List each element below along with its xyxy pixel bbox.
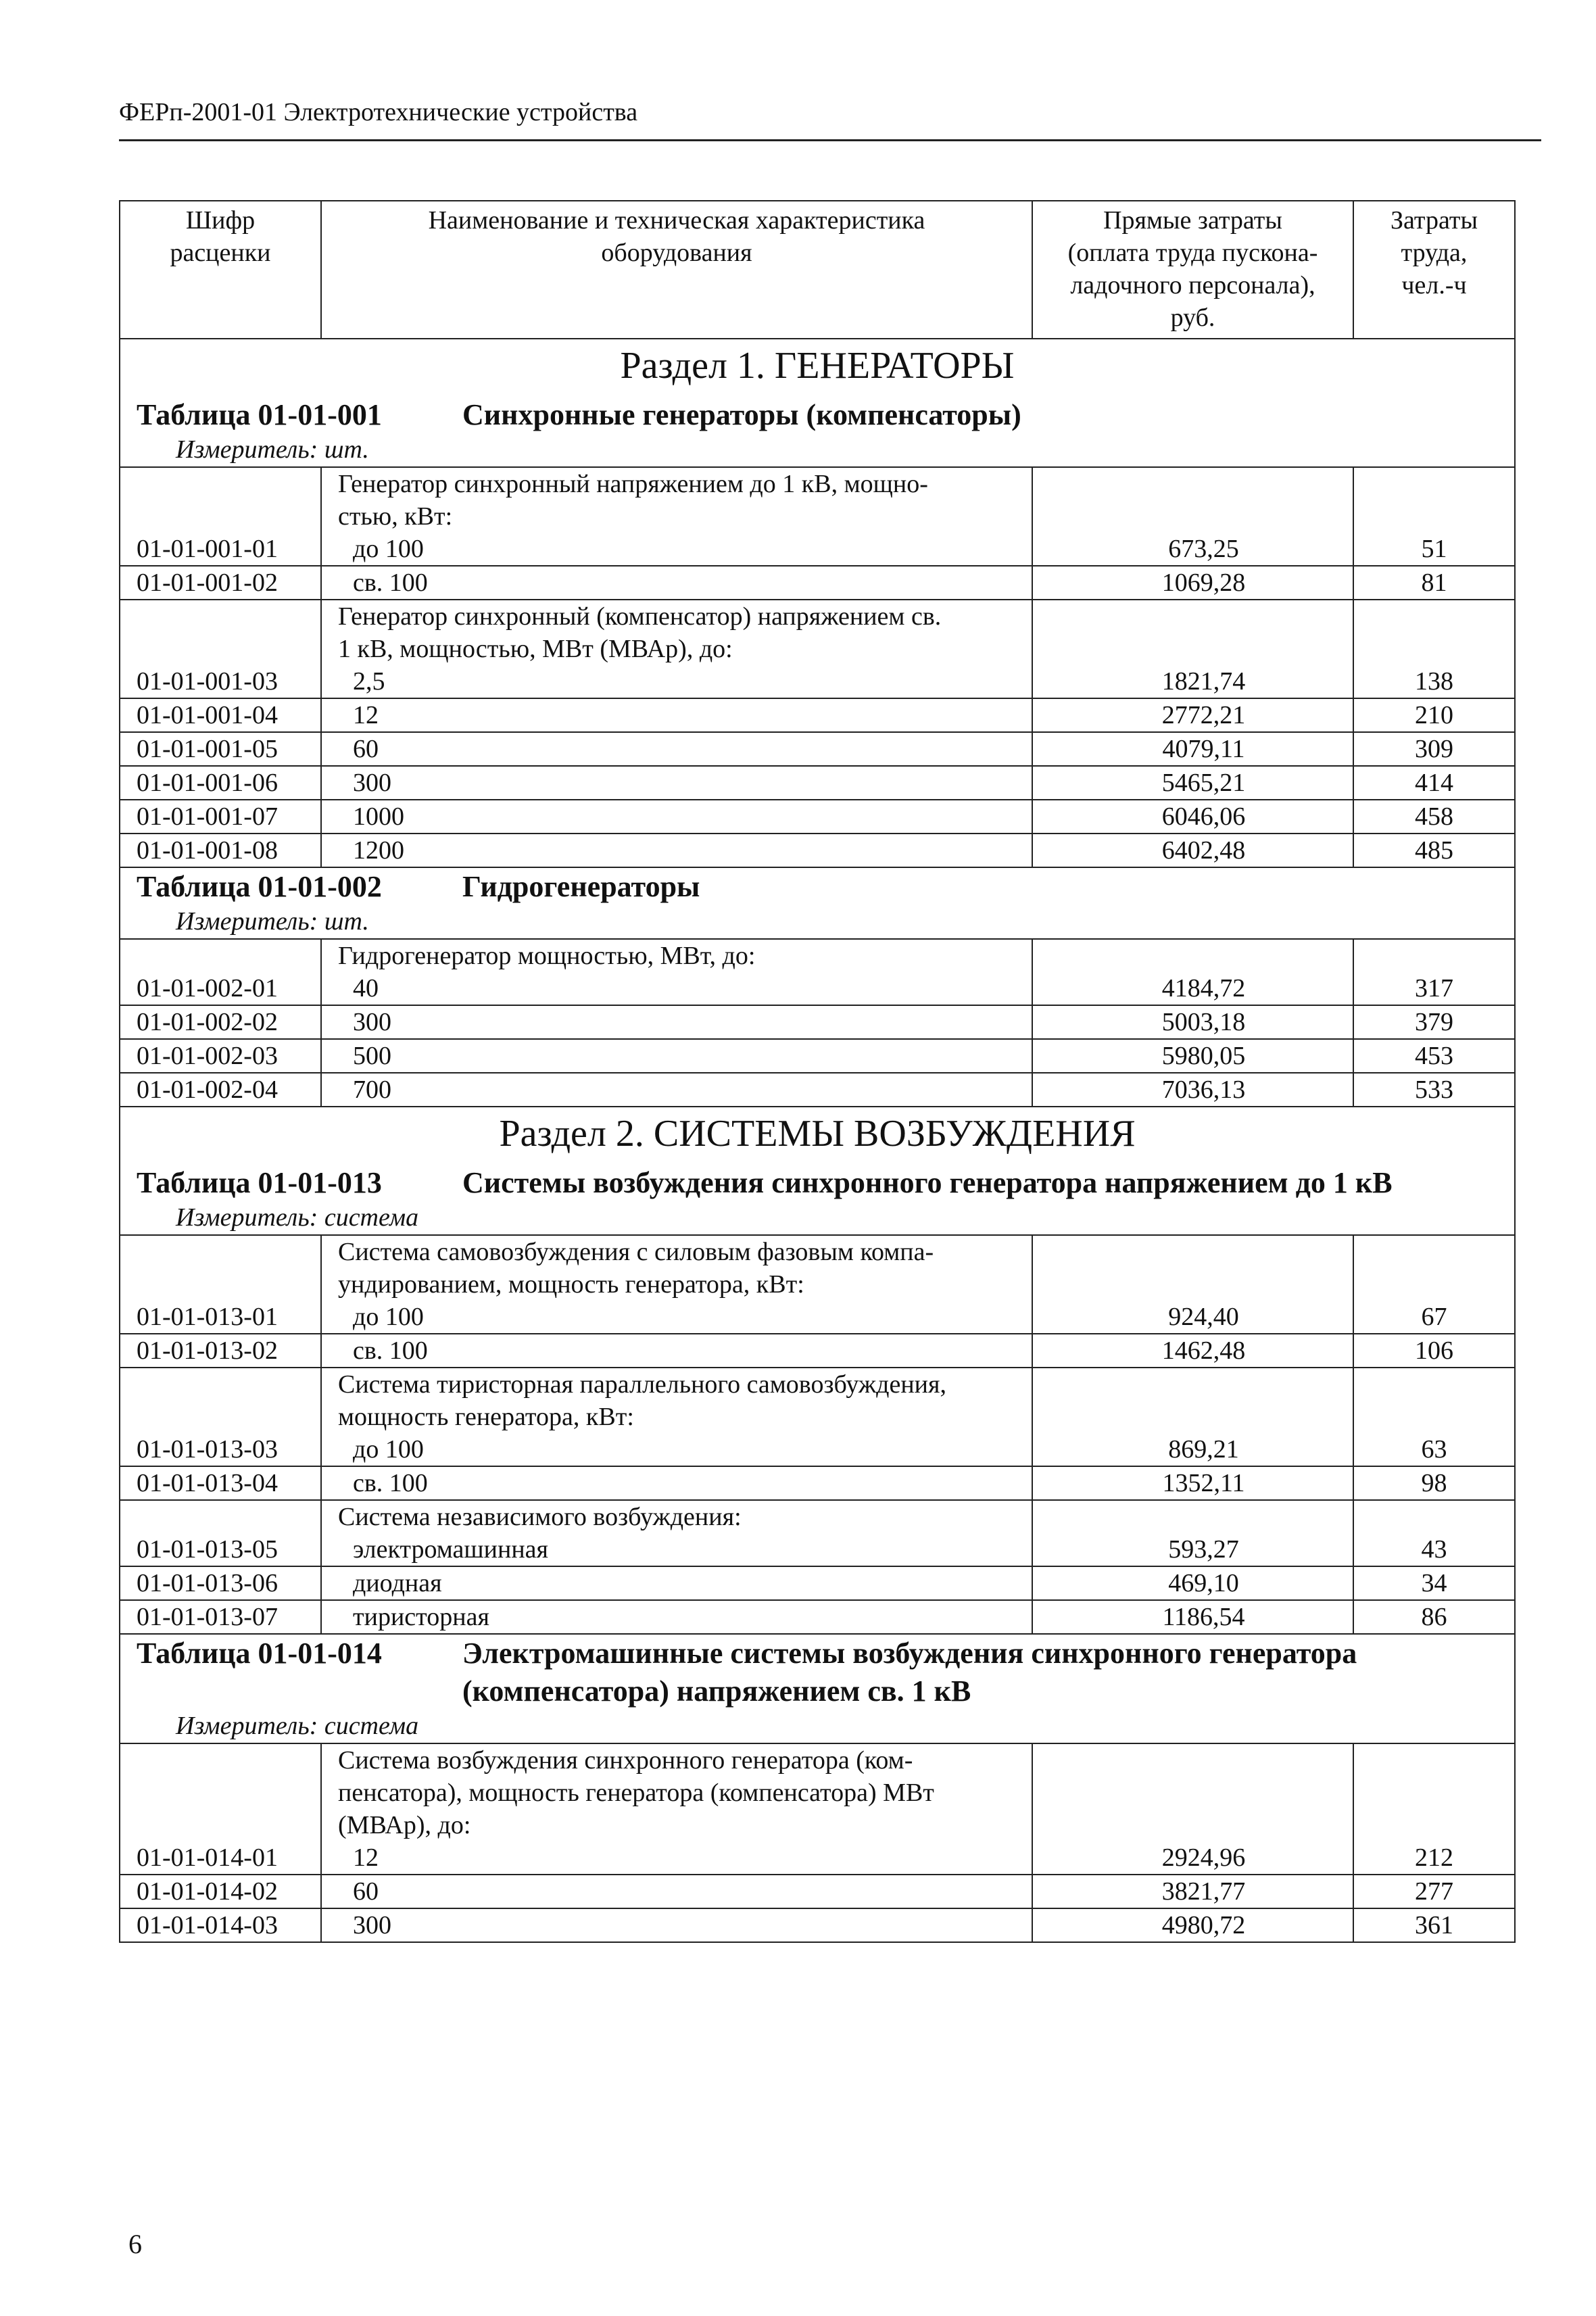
labor-cost: 458 <box>1353 800 1515 834</box>
labor-cost: 81 <box>1353 566 1515 600</box>
labor-cost: 138 <box>1353 600 1515 698</box>
direct-cost: 1821,74 <box>1032 600 1353 698</box>
labor-cost: 86 <box>1353 1600 1515 1634</box>
labor-cost: 379 <box>1353 1005 1515 1039</box>
unit-label: Измеритель: <box>176 907 318 936</box>
direct-cost: 469,10 <box>1032 1566 1353 1600</box>
group-description: (МВАр), до: <box>338 1811 471 1839</box>
table-row <box>120 1875 1515 1908</box>
equipment-parameter: до 100 <box>353 1303 424 1331</box>
direct-cost: 1462,48 <box>1032 1334 1353 1368</box>
equipment-name <box>321 1368 1032 1466</box>
rate-code: 01-01-013-04 <box>120 1466 321 1500</box>
unit-label: Измеритель: <box>176 1203 318 1232</box>
table-row <box>120 1235 1515 1334</box>
rate-code: 01-01-013-07 <box>120 1600 321 1634</box>
direct-cost: 673,25 <box>1032 467 1353 566</box>
unit-line <box>120 1202 1514 1234</box>
rate-code: 01-01-013-02 <box>120 1334 321 1368</box>
equipment-name <box>321 600 1032 698</box>
unit-value: система <box>324 1712 419 1740</box>
group-description: ундированием, мощность генератора, кВт: <box>338 1270 804 1299</box>
rate-code: 01-01-013-01 <box>120 1235 321 1334</box>
rate-code: 01-01-014-01 <box>120 1743 321 1875</box>
labor-cost: 453 <box>1353 1039 1515 1073</box>
direct-cost: 869,21 <box>1032 1368 1353 1466</box>
direct-cost: 593,27 <box>1032 1500 1353 1566</box>
table-name: Синхронные генераторы (компенсаторы) <box>462 398 1021 431</box>
equipment-name <box>321 732 1032 766</box>
rate-code: 01-01-001-05 <box>120 732 321 766</box>
equipment-parameter: 60 <box>353 1877 379 1906</box>
table-number: Таблица 01-01-001 <box>137 398 382 431</box>
unit-value: шт. <box>324 907 369 936</box>
rate-code: 01-01-002-04 <box>120 1073 321 1107</box>
table-row <box>120 939 1515 1005</box>
table-row <box>120 1005 1515 1039</box>
table-row <box>120 1743 1515 1875</box>
equipment-name <box>321 834 1032 867</box>
rate-code: 01-01-013-06 <box>120 1566 321 1600</box>
equipment-name <box>321 1875 1032 1908</box>
rate-code: 01-01-001-07 <box>120 800 321 834</box>
unit-line <box>120 434 1514 466</box>
labor-cost: 361 <box>1353 1908 1515 1942</box>
equipment-name <box>321 1743 1032 1875</box>
unit-value: шт. <box>324 435 369 464</box>
equipment-name <box>321 1908 1032 1942</box>
labor-cost: 67 <box>1353 1235 1515 1334</box>
labor-cost: 485 <box>1353 834 1515 867</box>
direct-cost: 7036,13 <box>1032 1073 1353 1107</box>
table-header-row <box>120 201 1515 339</box>
unit-label: Измеритель: <box>176 435 318 464</box>
table-number: Таблица 01-01-002 <box>137 870 382 903</box>
direct-cost: 2924,96 <box>1032 1743 1353 1875</box>
equipment-parameter: 300 <box>353 769 391 797</box>
rate-code: 01-01-001-02 <box>120 566 321 600</box>
direct-cost: 1352,11 <box>1032 1466 1353 1500</box>
equipment-parameter: св. 100 <box>353 1336 428 1365</box>
equipment-parameter: 500 <box>353 1042 391 1070</box>
direct-cost: 4184,72 <box>1032 939 1353 1005</box>
labor-cost: 51 <box>1353 467 1515 566</box>
labor-cost: 106 <box>1353 1334 1515 1368</box>
equipment-parameter: 300 <box>353 1008 391 1036</box>
section-title: Раздел 2. СИСТЕМЫ ВОЗБУЖДЕНИЯ <box>499 1113 1136 1155</box>
table-name: Гидрогенераторы <box>462 870 700 903</box>
unit-line <box>120 906 1514 938</box>
table-row <box>120 698 1515 732</box>
direct-cost: 6402,48 <box>1032 834 1353 867</box>
table-row <box>120 1566 1515 1600</box>
labor-cost: 210 <box>1353 698 1515 732</box>
table-row <box>120 1073 1515 1107</box>
equipment-parameter: 12 <box>353 1843 379 1872</box>
table-row <box>120 800 1515 834</box>
direct-cost: 924,40 <box>1032 1235 1353 1334</box>
equipment-parameter: 60 <box>353 735 379 763</box>
equipment-name <box>321 1073 1032 1107</box>
table-row <box>120 766 1515 800</box>
table-caption-cell <box>120 1107 1515 1235</box>
table-row <box>120 566 1515 600</box>
table-caption-cell <box>120 339 1515 467</box>
equipment-name <box>321 467 1032 566</box>
group-description: Система возбуждения синхронного генератора (ком- <box>338 1746 913 1775</box>
table-caption-row <box>120 1107 1515 1235</box>
labor-cost: 98 <box>1353 1466 1515 1500</box>
unit-value: система <box>324 1203 419 1232</box>
table-row <box>120 1368 1515 1466</box>
table-title <box>120 868 1514 906</box>
labor-cost: 63 <box>1353 1368 1515 1466</box>
table-caption-cell <box>120 1634 1515 1743</box>
direct-cost: 6046,06 <box>1032 800 1353 834</box>
group-description: Система самовозбуждения с силовым фазовым компа- <box>338 1238 934 1266</box>
rate-code: 01-01-014-03 <box>120 1908 321 1942</box>
table-row <box>120 1600 1515 1634</box>
table-row <box>120 1334 1515 1368</box>
table-caption-row <box>120 339 1515 467</box>
group-description: стью, кВт: <box>338 502 453 531</box>
direct-cost: 4980,72 <box>1032 1908 1353 1942</box>
equipment-parameter: 1200 <box>353 836 404 865</box>
table-row <box>120 467 1515 566</box>
header-direct-costs: Прямые затраты (оплата труда пускона- ладочного персонала), руб. <box>1032 201 1353 339</box>
equipment-parameter: св. 100 <box>353 1469 428 1497</box>
labor-cost: 212 <box>1353 1743 1515 1875</box>
equipment-parameter: 700 <box>353 1076 391 1104</box>
labor-cost: 277 <box>1353 1875 1515 1908</box>
equipment-parameter: св. 100 <box>353 569 428 597</box>
header-code: Шифр расценки <box>120 201 321 339</box>
equipment-name <box>321 698 1032 732</box>
equipment-name <box>321 1500 1032 1566</box>
table-number: Таблица 01-01-014 <box>137 1637 382 1670</box>
equipment-name <box>321 1334 1032 1368</box>
rate-code: 01-01-002-01 <box>120 939 321 1005</box>
direct-cost: 4079,11 <box>1032 732 1353 766</box>
rate-code: 01-01-014-02 <box>120 1875 321 1908</box>
direct-cost: 5465,21 <box>1032 766 1353 800</box>
equipment-parameter: электромашинная <box>353 1535 549 1564</box>
table-row <box>120 1466 1515 1500</box>
table-number: Таблица 01-01-013 <box>137 1166 382 1199</box>
labor-cost: 533 <box>1353 1073 1515 1107</box>
table-title <box>120 396 1514 434</box>
header-labor: Затраты труда, чел.-ч <box>1353 201 1515 339</box>
equipment-parameter: 1000 <box>353 802 404 831</box>
rate-code: 01-01-001-04 <box>120 698 321 732</box>
table-body <box>120 339 1515 1942</box>
rate-code: 01-01-013-05 <box>120 1500 321 1566</box>
equipment-name <box>321 939 1032 1005</box>
equipment-name <box>321 800 1032 834</box>
direct-cost: 2772,21 <box>1032 698 1353 732</box>
group-description: Система независимого возбуждения: <box>338 1503 742 1531</box>
equipment-name <box>321 1600 1032 1634</box>
table-name: Электромашинные системы возбуждения синхронного генератора (компенсатора) напряжением св. 1 кВ <box>462 1637 1357 1708</box>
table-caption-row <box>120 867 1515 939</box>
equipment-parameter: тиристорная <box>353 1603 489 1631</box>
group-description: пенсатора), мощность генератора (компенсатора) МВт <box>338 1779 934 1807</box>
direct-cost: 1069,28 <box>1032 566 1353 600</box>
group-description: Система тиристорная параллельного самовозбуждения, <box>338 1370 946 1399</box>
table-name: Системы возбуждения синхронного генератора напряжением до 1 кВ <box>462 1166 1393 1199</box>
unit-line <box>120 1710 1514 1743</box>
direct-cost: 1186,54 <box>1032 1600 1353 1634</box>
rate-code: 01-01-001-01 <box>120 467 321 566</box>
labor-cost: 34 <box>1353 1566 1515 1600</box>
rate-code: 01-01-001-08 <box>120 834 321 867</box>
table-title <box>120 1635 1514 1710</box>
equipment-parameter: диодная <box>353 1569 442 1597</box>
document-title: ФЕРп-2001-01 Электротехнические устройства <box>119 98 638 126</box>
equipment-name <box>321 1466 1032 1500</box>
equipment-name <box>321 1039 1032 1073</box>
equipment-name <box>321 1566 1032 1600</box>
rate-code: 01-01-001-06 <box>120 766 321 800</box>
equipment-parameter: 12 <box>353 701 379 729</box>
equipment-name <box>321 566 1032 600</box>
rates-table-container <box>119 200 1514 1943</box>
equipment-parameter: до 100 <box>353 1435 424 1464</box>
direct-cost: 5003,18 <box>1032 1005 1353 1039</box>
equipment-name <box>321 1235 1032 1334</box>
rate-code: 01-01-002-02 <box>120 1005 321 1039</box>
equipment-name <box>321 1005 1032 1039</box>
equipment-name <box>321 766 1032 800</box>
group-description: 1 кВ, мощностью, МВт (МВАр), до: <box>338 635 733 663</box>
group-description: Гидрогенератор мощностью, МВт, до: <box>338 942 756 970</box>
table-row <box>120 732 1515 766</box>
rates-table <box>119 200 1516 1943</box>
section-title: Раздел 1. ГЕНЕРАТОРЫ <box>620 345 1015 387</box>
page-header <box>119 93 1541 141</box>
table-row <box>120 1500 1515 1566</box>
rate-code: 01-01-013-03 <box>120 1368 321 1466</box>
labor-cost: 309 <box>1353 732 1515 766</box>
table-caption-row <box>120 1634 1515 1743</box>
table-caption-cell <box>120 867 1515 939</box>
rate-code: 01-01-002-03 <box>120 1039 321 1073</box>
unit-label: Измеритель: <box>176 1712 318 1740</box>
equipment-parameter: 40 <box>353 974 379 1003</box>
labor-cost: 414 <box>1353 766 1515 800</box>
direct-cost: 5980,05 <box>1032 1039 1353 1073</box>
group-description: Генератор синхронный напряжением до 1 кВ, мощно- <box>338 470 928 498</box>
rate-code: 01-01-001-03 <box>120 600 321 698</box>
equipment-parameter: до 100 <box>353 535 424 563</box>
labor-cost: 317 <box>1353 939 1515 1005</box>
table-row <box>120 600 1515 698</box>
direct-cost: 3821,77 <box>1032 1875 1353 1908</box>
labor-cost: 43 <box>1353 1500 1515 1566</box>
table-title <box>120 1164 1514 1202</box>
table-row <box>120 1908 1515 1942</box>
table-row <box>120 834 1515 867</box>
group-description: мощность генератора, кВт: <box>338 1403 634 1431</box>
equipment-parameter: 2,5 <box>353 667 385 696</box>
group-description: Генератор синхронный (компенсатор) напряжением св. <box>338 602 942 631</box>
equipment-parameter: 300 <box>353 1911 391 1939</box>
header-name: Наименование и техническая характеристика оборудования <box>321 201 1032 339</box>
page-number: 6 <box>128 2229 142 2259</box>
table-row <box>120 1039 1515 1073</box>
